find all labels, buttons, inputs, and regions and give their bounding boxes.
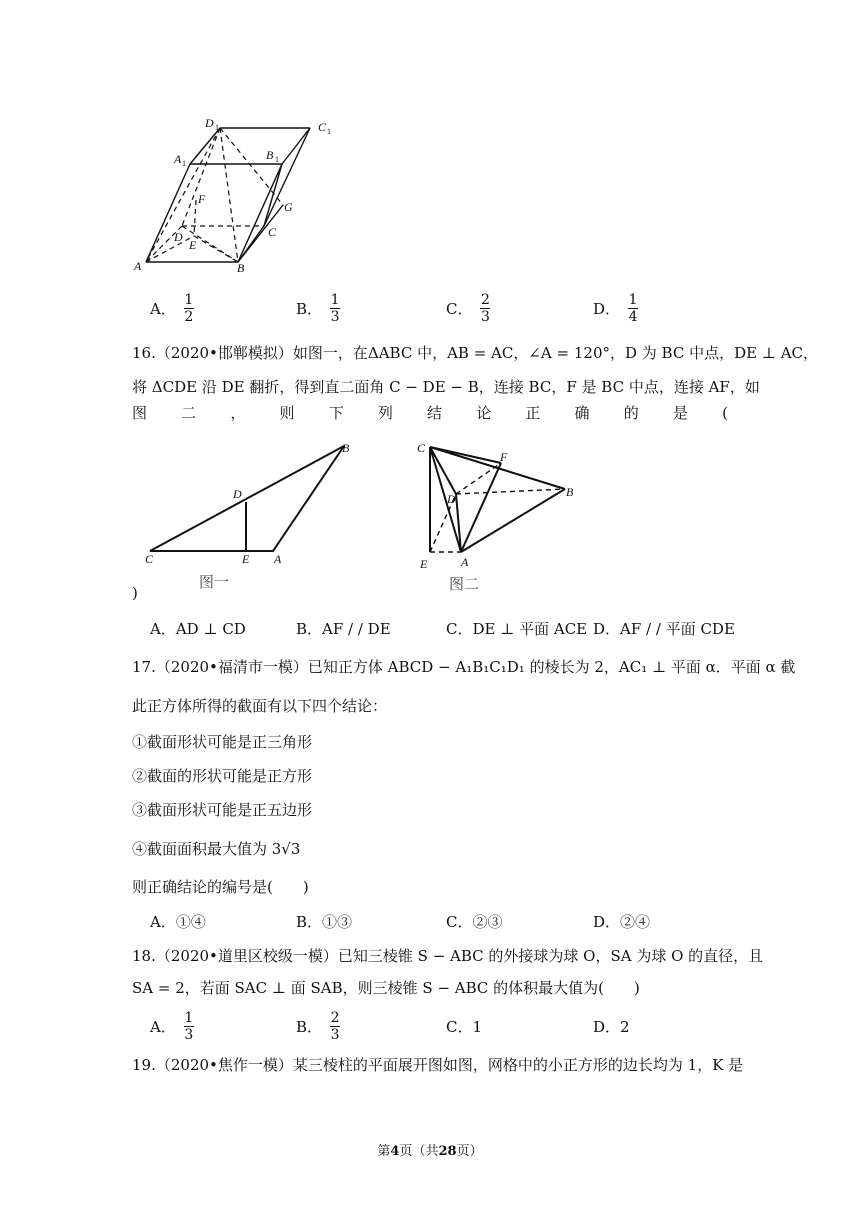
q15-option-d-letter: D． — [593, 300, 621, 318]
q17-item-1: ①截面形状可能是正三角形 — [132, 733, 313, 751]
fig15-label-A1: A — [174, 152, 182, 166]
word: 正 — [525, 404, 541, 422]
q16-line-3 — [132, 402, 728, 424]
fig15-sub-C1: 1 — [327, 127, 331, 136]
q18-option-b-letter: B． — [296, 1018, 323, 1036]
word: 图 — [132, 404, 148, 422]
fig15-label-C1: C — [318, 120, 327, 134]
fig1-label-A: A — [274, 552, 282, 566]
q17-option-b[interactable]: B．①③ — [296, 913, 353, 931]
fig1-caption: 图一 — [199, 575, 230, 591]
denominator: 3 — [330, 309, 340, 325]
numerator: 1 — [330, 292, 340, 308]
fig15-label-C: C — [268, 225, 277, 239]
q18-option-b[interactable] — [296, 1010, 340, 1043]
q17-option-d[interactable]: D．②④ — [593, 913, 651, 931]
denominator: 3 — [330, 1027, 340, 1043]
q16-option-d[interactable]: D．AF / / 平面 CDE — [593, 620, 735, 638]
numerator: 1 — [184, 292, 194, 308]
q18-line-1: 18.（2020•道里区校级一模）已知三棱锥 S − ABC 的外接球为球 O，SA 为球 O 的直径，且 — [132, 947, 764, 965]
q17-line-1: 17.（2020•福清市一模）已知正方体 ABCD − A₁B₁C₁D₁ 的棱长为 2，AC₁ ⊥ 平面 α．平面 α 截 — [132, 658, 796, 676]
q15-option-c-letter: C． — [446, 300, 473, 318]
fig15-label-G: G — [284, 200, 293, 214]
fig1-label-B: B — [342, 441, 350, 455]
q15-option-c-fraction — [480, 292, 490, 325]
q15-option-b[interactable] — [296, 292, 340, 325]
q17-option-c[interactable]: C．②③ — [446, 913, 503, 931]
fig1-label-D: D — [233, 487, 242, 501]
numerator: 2 — [330, 1010, 340, 1026]
word: ， — [230, 404, 246, 422]
q17-option-a[interactable]: A．①④ — [150, 913, 206, 931]
fig15-sub-D1: 1 — [215, 123, 219, 132]
q16-option-c[interactable]: C．DE ⊥ 平面 ACE — [446, 620, 588, 638]
q17-ask: 则正确结论的编号是( ) — [132, 878, 309, 896]
q16-close-paren: ) — [132, 584, 138, 602]
word: 确 — [574, 404, 590, 422]
fig15-label-B: B — [237, 261, 245, 275]
word: 论 — [476, 404, 492, 422]
fig15-label-E: E — [189, 238, 197, 252]
numerator: 1 — [628, 292, 638, 308]
fig2-label-A: A — [461, 555, 469, 569]
denominator: 3 — [481, 309, 490, 325]
fig2-label-B: B — [566, 485, 574, 499]
fig15-label-D: D — [174, 230, 183, 244]
fig1-label-E: E — [242, 552, 250, 566]
word: 二 — [181, 404, 197, 422]
word: 的 — [623, 404, 639, 422]
fig15-sub-A1: 1 — [182, 159, 186, 168]
fig15-label-D1: D — [205, 116, 214, 130]
fig15-sub-B1: 1 — [275, 155, 279, 164]
q15-option-c[interactable] — [446, 292, 490, 325]
word: 则 — [279, 404, 295, 422]
denominator: 2 — [184, 309, 194, 325]
q15-option-b-fraction — [330, 292, 340, 325]
q18-option-d[interactable]: D．2 — [593, 1018, 630, 1036]
footer-suffix: 页） — [456, 1144, 483, 1159]
q15-prism-figure — [130, 112, 331, 282]
word: 结 — [427, 404, 443, 422]
q15-option-a[interactable] — [150, 292, 194, 325]
page-footer — [0, 1140, 860, 1159]
footer-total-pages: 28 — [438, 1144, 457, 1159]
footer-page-number: 4 — [390, 1144, 400, 1159]
q17-item-2: ②截面的形状可能是正方形 — [132, 767, 313, 785]
q15-option-a-fraction — [184, 292, 194, 325]
q18-option-a-fraction — [184, 1010, 194, 1043]
fig2-label-E: E — [420, 557, 428, 571]
fig2-caption: 图二 — [449, 577, 480, 593]
q18-line-2: SA = 2，若面 SAC ⊥ 面 SAB，则三棱锥 S − ABC 的体积最大值为( ) — [132, 979, 640, 997]
denominator: 4 — [628, 309, 638, 325]
numerator: 1 — [184, 1010, 194, 1026]
q17-item-4: ④截面面积最大值为 3√3 — [132, 840, 301, 858]
q16-line-2: 将 ΔCDE 沿 DE 翻折，得到直二面角 C − DE − B，连接 BC，F 是 BC 中点，连接 AF，如 — [132, 378, 760, 396]
fig2-label-D: D — [447, 492, 456, 506]
footer-middle: 页（共 — [399, 1144, 439, 1159]
q18-option-a[interactable] — [150, 1010, 194, 1043]
fig2-label-F: F — [500, 450, 508, 464]
q15-option-d[interactable] — [593, 292, 638, 325]
q16-figure-2 — [412, 436, 592, 596]
word: 是 — [672, 404, 688, 422]
fig15-label-B1: B — [266, 148, 274, 162]
q18-option-c[interactable]: C．1 — [446, 1018, 483, 1036]
q16-line-1: 16.（2020•邯郸模拟）如图一，在ΔABC 中，AB = AC，∠A = 120°，D 为 BC 中点，DE ⊥ AC， — [132, 344, 819, 362]
numerator: 2 — [481, 292, 490, 308]
fig2-label-C: C — [417, 441, 426, 455]
word: 下 — [328, 404, 344, 422]
word: 列 — [377, 404, 393, 422]
footer-prefix: 第 — [377, 1144, 391, 1159]
q17-line-2: 此正方体所得的截面有以下四个结论： — [132, 697, 388, 715]
q16-option-a[interactable]: A．AD ⊥ CD — [150, 620, 246, 638]
q16-option-b[interactable]: B．AF / / DE — [296, 620, 391, 638]
q16-figure-1 — [140, 438, 360, 598]
q18-option-a-letter: A． — [150, 1018, 176, 1036]
q19-line-1: 19.（2020•焦作一模）某三棱柱的平面展开图如图，网格中的小正方形的边长均为 1，K 是 — [132, 1056, 744, 1074]
fig15-label-F: F — [198, 192, 206, 206]
q18-option-b-fraction — [330, 1010, 340, 1043]
q15-option-a-letter: A． — [150, 300, 176, 318]
q17-item-3: ③截面形状可能是正五边形 — [132, 801, 313, 819]
q15-option-b-letter: B． — [296, 300, 323, 318]
word: ( — [722, 404, 728, 422]
fig1-label-C: C — [145, 552, 154, 566]
fig15-label-A: A — [134, 259, 142, 273]
q15-option-d-fraction — [628, 292, 638, 325]
denominator: 3 — [184, 1027, 194, 1043]
